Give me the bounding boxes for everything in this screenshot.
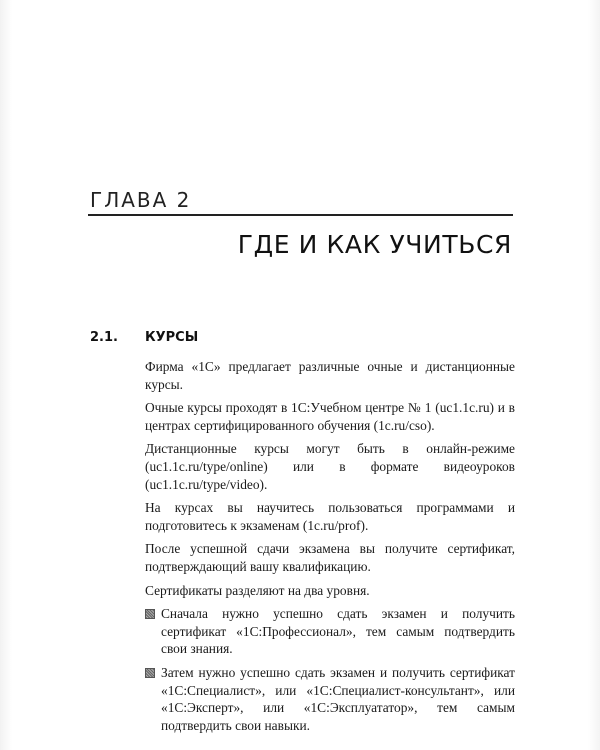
chapter-title: ГДЕ И КАК УЧИТЬСЯ xyxy=(237,230,512,259)
list-item-text: Сначала нужно успешно сдать экзамен и получить сертификат «1С:Профессионал», тем самым подтвердить свои знания. xyxy=(161,606,515,657)
chapter-divider xyxy=(88,214,513,216)
square-bullet-icon xyxy=(145,609,155,619)
certificate-levels-list xyxy=(145,605,515,734)
section-number: 2.1. xyxy=(90,330,118,345)
paragraph: Дистанционные курсы могут быть в онлайн-режиме (uc1.1c.ru/type/online) или в формате видеоуроков (uc1.1c.ru/type/video). xyxy=(145,441,515,492)
section-body xyxy=(145,358,515,740)
paragraph: На курсах вы научитесь пользоваться программами и подготовитесь к экзаменам (1c.ru/prof). xyxy=(145,500,515,533)
chapter-label: ГЛАВА 2 xyxy=(90,188,192,212)
paragraph: Сертификаты разделяют на два уровня. xyxy=(145,582,370,598)
list-item-text: Затем нужно успешно сдать экзамен и получить сертификат «1С:Специалист», или «1С:Специалист-консультант», или «1С:Эксперт», или «1С:Эксплуататор», тем самым подтвердить свои навыки. xyxy=(161,664,515,733)
list-item xyxy=(145,605,515,658)
paragraph: После успешной сдачи экзамена вы получите сертификат, подтверждающий вашу квалификацию. xyxy=(145,541,515,574)
square-bullet-icon xyxy=(145,668,155,678)
paragraph: Очные курсы проходят в 1С:Учебном центре № 1 (uc1.1c.ru) и в центрах сертифицированного обучения (1c.ru/cso). xyxy=(145,400,515,433)
list-item xyxy=(145,664,515,734)
section-title: КУРСЫ xyxy=(145,330,199,345)
paragraph: Фирма «1С» предлагает различные очные и дистанционные курсы. xyxy=(145,359,515,392)
